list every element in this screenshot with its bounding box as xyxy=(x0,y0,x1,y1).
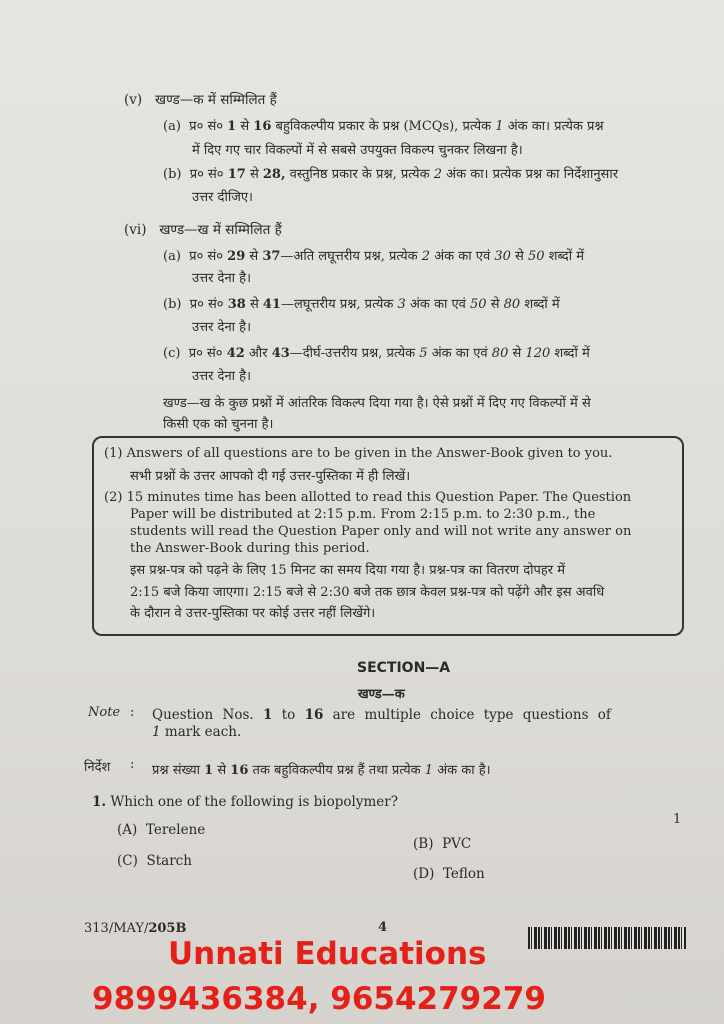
instruction-vi-a-line2: उत्तर देना है। xyxy=(192,271,252,286)
nirdesh-label: निर्देश xyxy=(84,760,111,775)
section-title-hindi: खण्ड—क xyxy=(358,687,405,702)
note-2-hindi-line1: इस प्रश्न-पत्र को पढ़ने के लिए 15 मिनट का समय दिया गया है। प्रश्न-पत्र का वितरण दोपहर में xyxy=(130,563,565,578)
instruction-v-a-line2: में दिए गए चार विकल्पों में से सबसे उपयुक्त विकल्प चुनकर लिखना है। xyxy=(192,143,523,158)
watermark-brand-name: Unnati Educations xyxy=(168,936,487,972)
instruction-v-b-line1: (b) प्र० सं० 17 से 28, वस्तुनिष्ठ प्रकार के प्रश्न, प्रत्येक 2 अंक का। प्रत्येक प्रश्न का निर्देशानुसार xyxy=(163,167,619,182)
internal-choice-line2: किसी एक को चुनना है। xyxy=(163,417,274,432)
page-number: 4 xyxy=(378,920,388,935)
note-label: Note xyxy=(88,705,121,720)
instruction-vi-c-line1: (c) प्र० सं० 42 और 43—दीर्घ-उत्तरीय प्रश्न, प्रत्येक 5 अंक का एवं 80 से 120 शब्दों में xyxy=(163,346,590,361)
barcode xyxy=(528,927,686,949)
option-b[interactable]: (B) PVC xyxy=(413,836,472,852)
option-d[interactable]: (D) Teflon xyxy=(413,866,485,882)
instruction-v-a-line1: (a) प्र० सं० 1 से 16 बहुविकल्पीय प्रकार के प्रश्न (MCQs), प्रत्येक 1 अंक का। प्रत्येक प्रश्न xyxy=(163,119,604,134)
instruction-v-b-line2: उत्तर दीजिए। xyxy=(192,190,253,205)
instruction-v-heading: (v) खण्ड—क में सम्मिलित हैं xyxy=(124,92,277,108)
nirdesh-colon: : xyxy=(130,757,135,772)
note-2-english-line3: students will read the Question Paper only and will not write any answer on xyxy=(130,524,632,539)
instruction-vi-b-line2: उत्तर देना है। xyxy=(192,320,252,335)
note-2-hindi-line3: के दौरान वे उत्तर-पुस्तिका पर कोई उत्तर नहीं लिखेंगे। xyxy=(130,606,376,621)
note-2-english-line4: the Answer-Book during this period. xyxy=(130,541,370,556)
note-colon: : xyxy=(130,705,135,720)
section-title: SECTION—A xyxy=(357,660,451,676)
note-text-line1: Question Nos. 1 to 16 are multiple choice type questions of xyxy=(152,707,611,723)
note-1-english: (1) Answers of all questions are to be given in the Answer-Book given to you. xyxy=(104,446,613,461)
instruction-vi-b-line1: (b) प्र० सं० 38 से 41—लघूत्तरीय प्रश्न, प्रत्येक 3 अंक का एवं 50 से 80 शब्दों में xyxy=(163,297,560,312)
note-2-english-line1: (2) 15 minutes time has been allotted to read this Question Paper. The Question xyxy=(104,490,632,505)
option-c[interactable]: (C) Starch xyxy=(117,853,192,869)
note-2-english-line2: Paper will be distributed at 2:15 p.m. From 2:15 p.m. to 2:30 p.m., the xyxy=(130,507,596,522)
note-text-line2: 1 mark each. xyxy=(152,724,242,740)
question-1-marks: 1 xyxy=(673,812,682,827)
instruction-vi-heading: (vi) खण्ड—ख में सम्मिलित हैं xyxy=(124,222,282,238)
internal-choice-line1: खण्ड—ख के कुछ प्रश्नों में आंतरिक विकल्प दिया गया है। ऐसे प्रश्नों में दिए गए विकल्पों में से xyxy=(163,396,591,411)
option-a[interactable]: (A) Terelene xyxy=(117,822,206,838)
watermark-phone-numbers: 9899436384, 9654279279 xyxy=(92,981,546,1017)
note-1-hindi: सभी प्रश्नों के उत्तर आपको दी गई उत्तर-पुस्तिका में ही लिखें। xyxy=(130,469,411,484)
note-2-hindi-line2: 2:15 बजे किया जाएगा। 2:15 बजे से 2:30 बजे तक छात्र केवल प्रश्न-पत्र को पढ़ेंगे और इस अवधि xyxy=(130,585,605,600)
instruction-vi-c-line2: उत्तर देना है। xyxy=(192,369,252,384)
paper-code: 313/MAY/205B xyxy=(84,921,187,936)
nirdesh-text: प्रश्न संख्या 1 से 16 तक बहुविकल्पीय प्रश्न हैं तथा प्रत्येक 1 अंक का है। xyxy=(152,763,491,778)
instruction-vi-a-line1: (a) प्र० सं० 29 से 37—अति लघूत्तरीय प्रश्न, प्रत्येक 2 अंक का एवं 30 से 50 शब्दों में xyxy=(163,249,584,264)
question-1: 1. Which one of the following is biopolymer? xyxy=(92,794,398,810)
